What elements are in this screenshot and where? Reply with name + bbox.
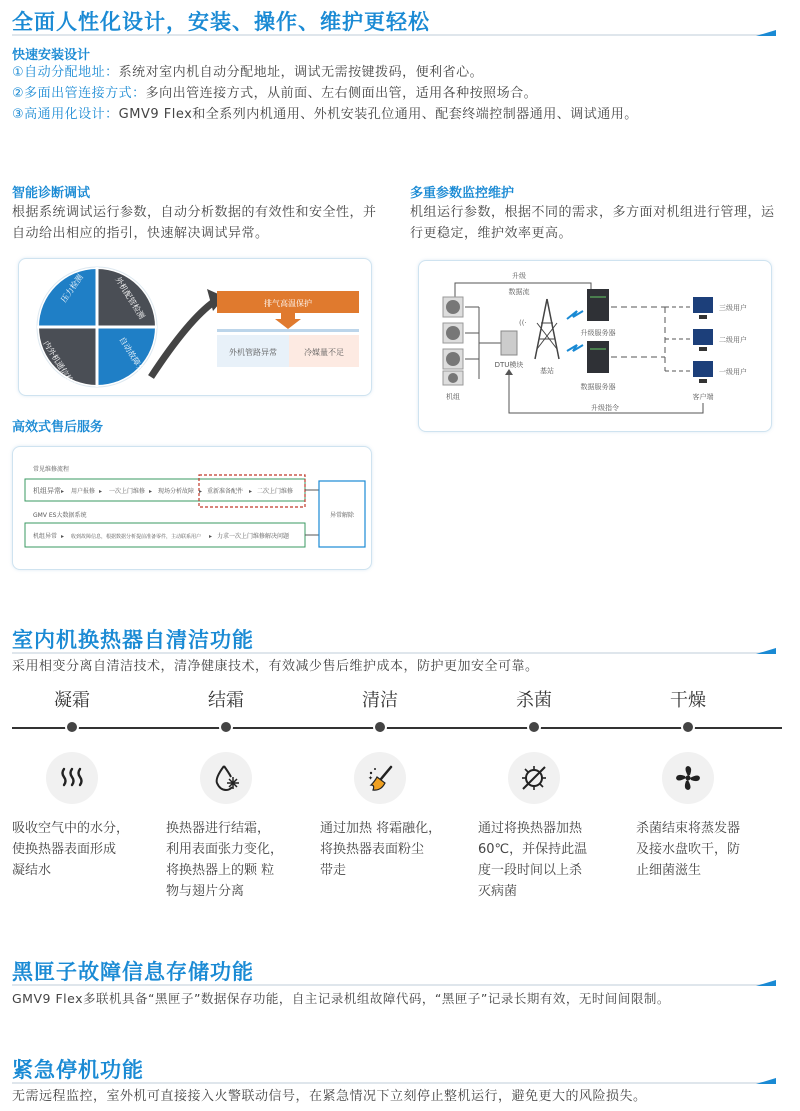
pie-label-3: 自动故障分析: [117, 335, 151, 381]
section-title-black-box: 黑匣子故障信息存储功能: [12, 960, 254, 984]
fan-icon: [662, 752, 714, 804]
monitor-desc: 机组运行参数，根据不同的需求，多方面对机组进行管理，运行更稳定，维护效率更高。: [410, 205, 775, 241]
resolved-label: 异常解除: [329, 512, 355, 519]
pie-label-4: 内外机通信检测: [41, 339, 79, 392]
section-title-design: 全面人性化设计，安装、操作、维护更轻松: [12, 10, 430, 34]
step-desc-frost: 换热器进行结霜， 利用表面张力变化， 将换热器上的颗 粒 物与翅片分离: [166, 821, 284, 899]
step-label-dry: 干燥: [670, 690, 706, 711]
diagnosis-desc: 根据系统调试运行参数，自动分析数据的有效性和安全性，并自动给出相应的指引，快速解决调试异常。: [12, 205, 377, 241]
svg-text:▸: ▸: [61, 533, 65, 540]
flow-step-4: 现场分析故障: [158, 488, 195, 495]
upgrade-cmd-label: 升级指令: [591, 404, 619, 412]
svg-text:▸: ▸: [209, 533, 213, 540]
monitor-card: [418, 260, 772, 432]
step-label-condense: 凝霜: [54, 690, 90, 711]
step-dot: [527, 720, 541, 734]
step-label-frost: 结霜: [208, 690, 244, 711]
upgrade-label: 升级: [512, 272, 526, 280]
client-label: 客户端: [692, 393, 714, 401]
cause-label-2: 冷媒量不足: [304, 348, 344, 357]
monitor-title: 多重参数监控维护: [410, 186, 515, 201]
dtu-label: DTU模块: [494, 361, 524, 369]
data-server-icon: [587, 341, 609, 373]
upgrade-server-label: 升级服务器: [580, 329, 616, 337]
section-divider: [12, 652, 772, 654]
step-dot: [373, 720, 387, 734]
service-diagram: [13, 447, 373, 571]
monitor-diagram: [419, 261, 773, 433]
service-card: [12, 446, 372, 570]
step-desc-clean: 通过加热 将霜融化， 将换热器表面粉尘 带走: [320, 821, 442, 878]
step-dot: [681, 720, 695, 734]
user-level-3: 三级用户: [719, 304, 747, 312]
pie-label-2: 外机配管检测: [113, 275, 147, 321]
svg-text:▸: ▸: [149, 488, 153, 495]
svg-text:▸: ▸: [99, 488, 103, 495]
flow-step-3: 一次上门维修: [109, 488, 146, 495]
outdoor-unit-icon: [443, 297, 463, 385]
section-title-self-clean: 室内机换热器自清洁功能: [12, 628, 254, 652]
self-clean-desc: 采用相变分离自清洁技术，清净健康技术，有效减少售后维护成本，防护更加安全可靠。: [12, 659, 539, 674]
flow-title: 常见维修流程: [33, 466, 70, 473]
step-desc-sterilize: 通过将换热器加热 60℃，并保持此温 度一段时间以上杀 灭病菌: [478, 821, 588, 899]
diagnosis-title: 智能诊断调试: [12, 186, 91, 201]
step-label-sterilize: 杀菌: [516, 690, 552, 711]
gmv-step-2: 收到故障信息，根据数据分析提前准备零件，主动联系用户: [71, 534, 202, 540]
black-box-desc: GMV9 Flex多联机具备“黑匣子”数据保存功能，自主记录机组故障代码，“黑匣子”记录长期有效，无时间间限制。: [12, 991, 670, 1006]
gmv-step-3: 力求一次上门维修解决问题: [217, 533, 290, 540]
tower-icon: [535, 299, 559, 359]
diagnosis-card: [18, 258, 372, 396]
flow-step-6: 二次上门维修: [257, 488, 294, 495]
svg-text:✦: ✦: [368, 775, 374, 782]
step-desc-dry: 杀菌结束将蒸发器 及接水盘吹干，防 止细菌滋生: [636, 821, 741, 878]
upgrade-server-icon: [587, 289, 609, 321]
section-divider: [12, 984, 772, 986]
flow-step-1: 机组异常: [33, 487, 61, 495]
step-dot: [65, 720, 79, 734]
broom-icon: [354, 752, 406, 804]
diagnosis-diagram: [19, 259, 373, 397]
pie-label-1: 压力检测: [59, 272, 85, 305]
protect-label: 排气高温保护: [264, 299, 312, 308]
emergency-stop-desc: 无需远程监控，室外机可直接接入火警联动信号，在紧急情况下立刻停止整机运行，避免更大的风险损失。: [12, 1089, 647, 1104]
install-item-1: ①自动分配地址：系统对室内机自动分配地址，调试无需按键拨码，便利省心。: [12, 65, 484, 80]
dtu-icon: [501, 331, 517, 355]
svg-text:((·: ((·: [519, 319, 527, 327]
flow-step-5: 重新准备配件: [207, 488, 244, 495]
step-label-clean: 清洁: [362, 690, 398, 711]
install-item-2: ②多面出管连接方式：多向出管连接方式，从前面、左右侧面出管，适用各种按照场合。: [12, 86, 538, 101]
flow-step-2: 用户报修: [71, 488, 96, 495]
user-level-1: 一级用户: [719, 368, 747, 376]
svg-text:▸: ▸: [199, 488, 203, 495]
install-title: 快速安装设计: [12, 48, 91, 63]
section-title-emergency-stop: 紧急停机功能: [12, 1058, 144, 1082]
step-dot: [219, 720, 233, 734]
svg-text:▸: ▸: [249, 488, 253, 495]
svg-text:▸: ▸: [61, 488, 65, 495]
steam-icon: [46, 752, 98, 804]
gmv-title: GMV ES大数据系统: [33, 512, 87, 519]
client-monitor-icon: [693, 297, 713, 383]
cause-label-1: 外机管路异常: [229, 348, 277, 357]
section-divider: [12, 1082, 772, 1084]
data-server-label: 数据服务器: [580, 383, 616, 391]
user-level-2: 二级用户: [719, 336, 747, 344]
frost-drop-icon: [200, 752, 252, 804]
gmv-step-1: 机组异常: [33, 533, 58, 540]
base-label: 基站: [540, 367, 554, 375]
unit-label: 机组: [446, 393, 460, 401]
step-desc-condense: 吸收空气中的水分， 使换热器表面形成 凝结水: [12, 821, 130, 878]
service-title: 高效式售后服务: [12, 420, 104, 435]
virus-kill-icon: [508, 752, 560, 804]
section-divider: [12, 34, 772, 36]
data-flow-label: 数据流: [508, 288, 530, 296]
timeline-line: [12, 727, 782, 729]
install-item-3: ③高通用化设计：GMV9 Flex和全系列内机通用、外机安装孔位通用、配套终端控制器通用、调试通用。: [12, 107, 638, 122]
